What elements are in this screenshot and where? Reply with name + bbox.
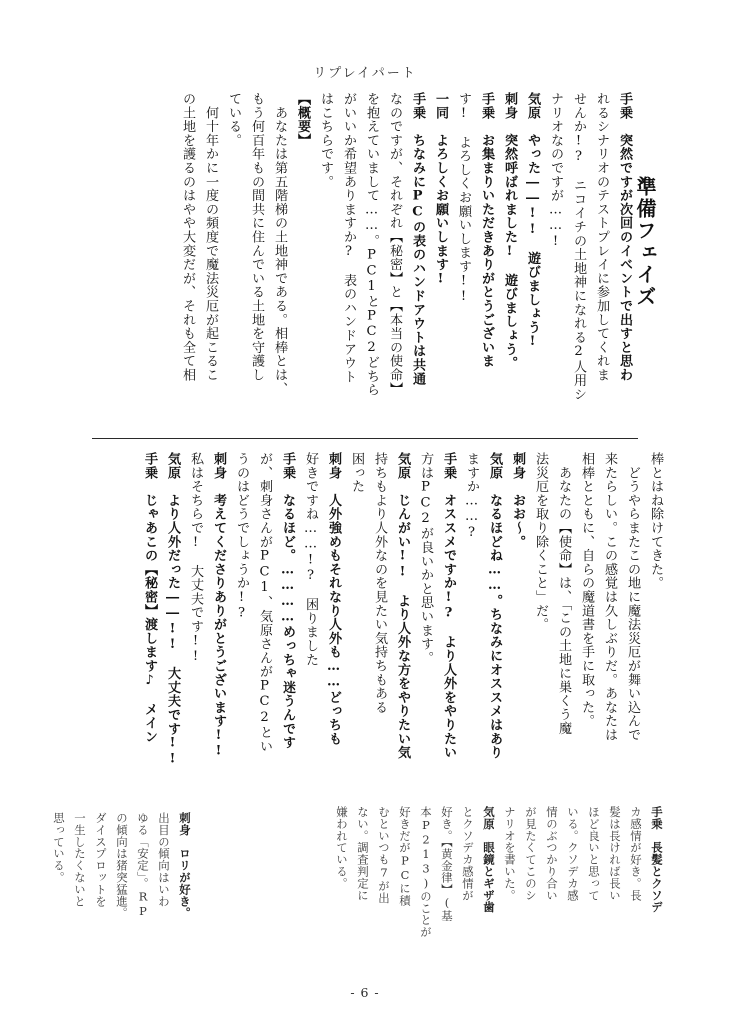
footnote-mid-line: 好きだがPCに積 <box>398 806 412 907</box>
upper-text-block <box>171 92 662 430</box>
lower-columns-line: 気原 なるほどね……。ちなみにオススメはあり <box>487 452 502 760</box>
page-number: - 6 - <box>350 985 380 1000</box>
footnote-mid-line: 本P213)のことが <box>419 806 433 938</box>
lower-columns-line: 来たらしい。この感覚は久しぶりだ。あなたは <box>602 452 617 742</box>
lower-columns-line: うのはどうでしょうか!? <box>234 452 249 622</box>
upper-columns-line: もう何百年もの間共に住んでいる土地を守護し <box>249 92 264 382</box>
upper-columns-line: なのですが、それぞれ【秘密】と【本当の使命】 <box>387 92 402 396</box>
footnote-right-line: ほど良いと思って <box>587 806 601 902</box>
lower-columns-line: 私はそちらで! 大丈夫です!! <box>188 452 203 665</box>
footnote-left-line: 思っている。 <box>52 812 66 884</box>
lower-columns-line: 手乗 オススメですか!? より人外をやりたい <box>441 452 456 760</box>
footnote-mid-line: 気原 眼鏡とギザ歯 <box>482 806 496 914</box>
lower-columns-line: 方はPC2が良いかと思います。 <box>418 452 433 665</box>
footnote-mid-line: むといつも7が出 <box>377 806 391 904</box>
lower-columns-line: 持ちもより人外なのを見たい気持ちもある <box>372 452 387 715</box>
footnote-block-right <box>494 806 662 978</box>
footnote-left-line: 刺身 ロリが好き。 <box>178 812 192 920</box>
upper-columns <box>171 92 631 428</box>
upper-columns-line: の土地を護るのはやや大変だが、それも全て相 <box>180 92 195 382</box>
horizontal-divider <box>92 438 638 439</box>
upper-columns-line: 気原 やった――!! 遊びましょう! <box>525 92 540 350</box>
upper-columns-line: はこちらです。 <box>318 92 333 189</box>
upper-columns-line: がいいか希望ありますか? 表のハンドアウト <box>341 92 356 384</box>
footnote-right-line: いる。クソデカ感 <box>566 806 580 902</box>
lower-columns-line: ますか……? <box>464 452 479 541</box>
footnote-mid-line: ない。調査判定に <box>356 806 370 902</box>
footnote-right-line: 情のぶつかり合い <box>545 806 559 902</box>
footnote-right-line: が見たくてこのシ <box>524 806 538 902</box>
lower-columns-line: 困った <box>349 452 364 494</box>
upper-columns-line: 刺身 突然呼ばれました! 遊びましょう。 <box>502 92 517 370</box>
footnote-mid-columns <box>326 806 494 974</box>
upper-columns-line: あなたは第五階梯の土地神である。相棒とは、 <box>272 92 287 396</box>
lower-columns <box>133 452 662 800</box>
upper-columns-line: 何十年かに一度の頻度で魔法災厄が起こるこ <box>203 92 218 382</box>
footnote-right-line: カ感情が好き。長 <box>629 806 643 902</box>
footnote-left-line: ダイスプロットを <box>94 812 108 908</box>
footnote-right-line: 手乗 長髪とクソデ <box>650 806 664 914</box>
lower-columns-line: 気原 じんがい!! より人外な方をやりたい気 <box>395 452 410 760</box>
upper-columns-line: 手乗 ちなみにPCの表のハンドアウトは共通 <box>410 92 425 386</box>
lower-columns-line: 気原 より人外だった――!! 大丈夫です!! <box>165 452 180 767</box>
footnote-mid-line: 好き。【黄金律】(基 <box>440 806 454 922</box>
footnote-left-line: 一生したくないと <box>73 812 87 908</box>
lower-columns-line: 手乗 なるほど。…………めっちゃ迷うんです <box>280 452 295 750</box>
upper-columns-line: せんか!? ニコイチの土地神になれる2人用シ <box>571 92 586 402</box>
section-title: 準備フェイズ <box>633 176 657 308</box>
lower-columns-line: 相棒とともに、自らの魔道書を手に取った。 <box>579 452 594 728</box>
footnote-block-mid <box>326 806 494 978</box>
footnote-mid-line: とクソデカ感情が <box>461 806 475 902</box>
upper-columns-line: ナリオなのですが……! <box>548 92 563 250</box>
upper-columns-line: 一同 よろしくお願いします! <box>433 92 448 288</box>
lower-columns-line: 刺身 おお～。 <box>510 452 525 549</box>
lower-columns-line: 手乗 じゃあこの【秘密】渡します♪ メイン <box>142 452 157 744</box>
lower-columns-line: 棒とはね除けてきた。 <box>648 452 663 590</box>
footnote-right-line: 髪は長ければ長い <box>608 806 622 902</box>
footnote-mid-line: 嫌われている。 <box>335 806 349 890</box>
footnote-block-left <box>43 812 190 962</box>
lower-columns-line: 好きですね……!? 困りました <box>303 452 318 667</box>
lower-columns-line: どうやらまたこの地に魔法災厄が舞い込んで <box>625 452 640 742</box>
upper-columns-line: す! よろしくお願いします!! <box>456 92 471 305</box>
upper-columns-line: を抱えていまして……。PC1とPC2どちら <box>364 92 379 397</box>
lower-columns-line: 法災厄を取り除くこと」だ。 <box>533 452 548 632</box>
footnote-right-line: ナリオを書いた。 <box>503 806 517 902</box>
upper-columns-line: 手乗 突然ですが次回のイベントで出すと思わ <box>617 92 632 382</box>
upper-columns-line: ている。 <box>226 92 241 148</box>
footnote-left-line: の傾向は猪突猛進。 <box>115 812 129 920</box>
lower-columns-line: 刺身 人外強めもそれなり人外も……どっちも <box>326 452 341 746</box>
footnote-left-line: ゆる「安定」。RP <box>136 812 150 919</box>
lower-columns-line: あなたの【使命】は、「この土地に巣くう魔 <box>556 452 571 736</box>
lower-columns-line: 刺身 考えてくださりありがとうございます!! <box>211 452 226 760</box>
footnote-left-line: 出目の傾向はいわ <box>157 812 171 908</box>
upper-columns-line: 【概要】 <box>295 92 310 148</box>
lower-text-block <box>133 452 662 802</box>
running-head: リプレイパート <box>313 66 417 81</box>
lower-columns-line: が、刺身さんがPC1、気原さんがPC2とい <box>257 452 272 754</box>
upper-columns-line: 手乗 お集まりいただきありがとうございま <box>479 92 494 368</box>
upper-columns-line: れるシナリオのテストプレイに参加してくれま <box>594 92 609 382</box>
footnote-left-columns <box>43 812 190 958</box>
footnote-right-columns <box>494 806 662 974</box>
